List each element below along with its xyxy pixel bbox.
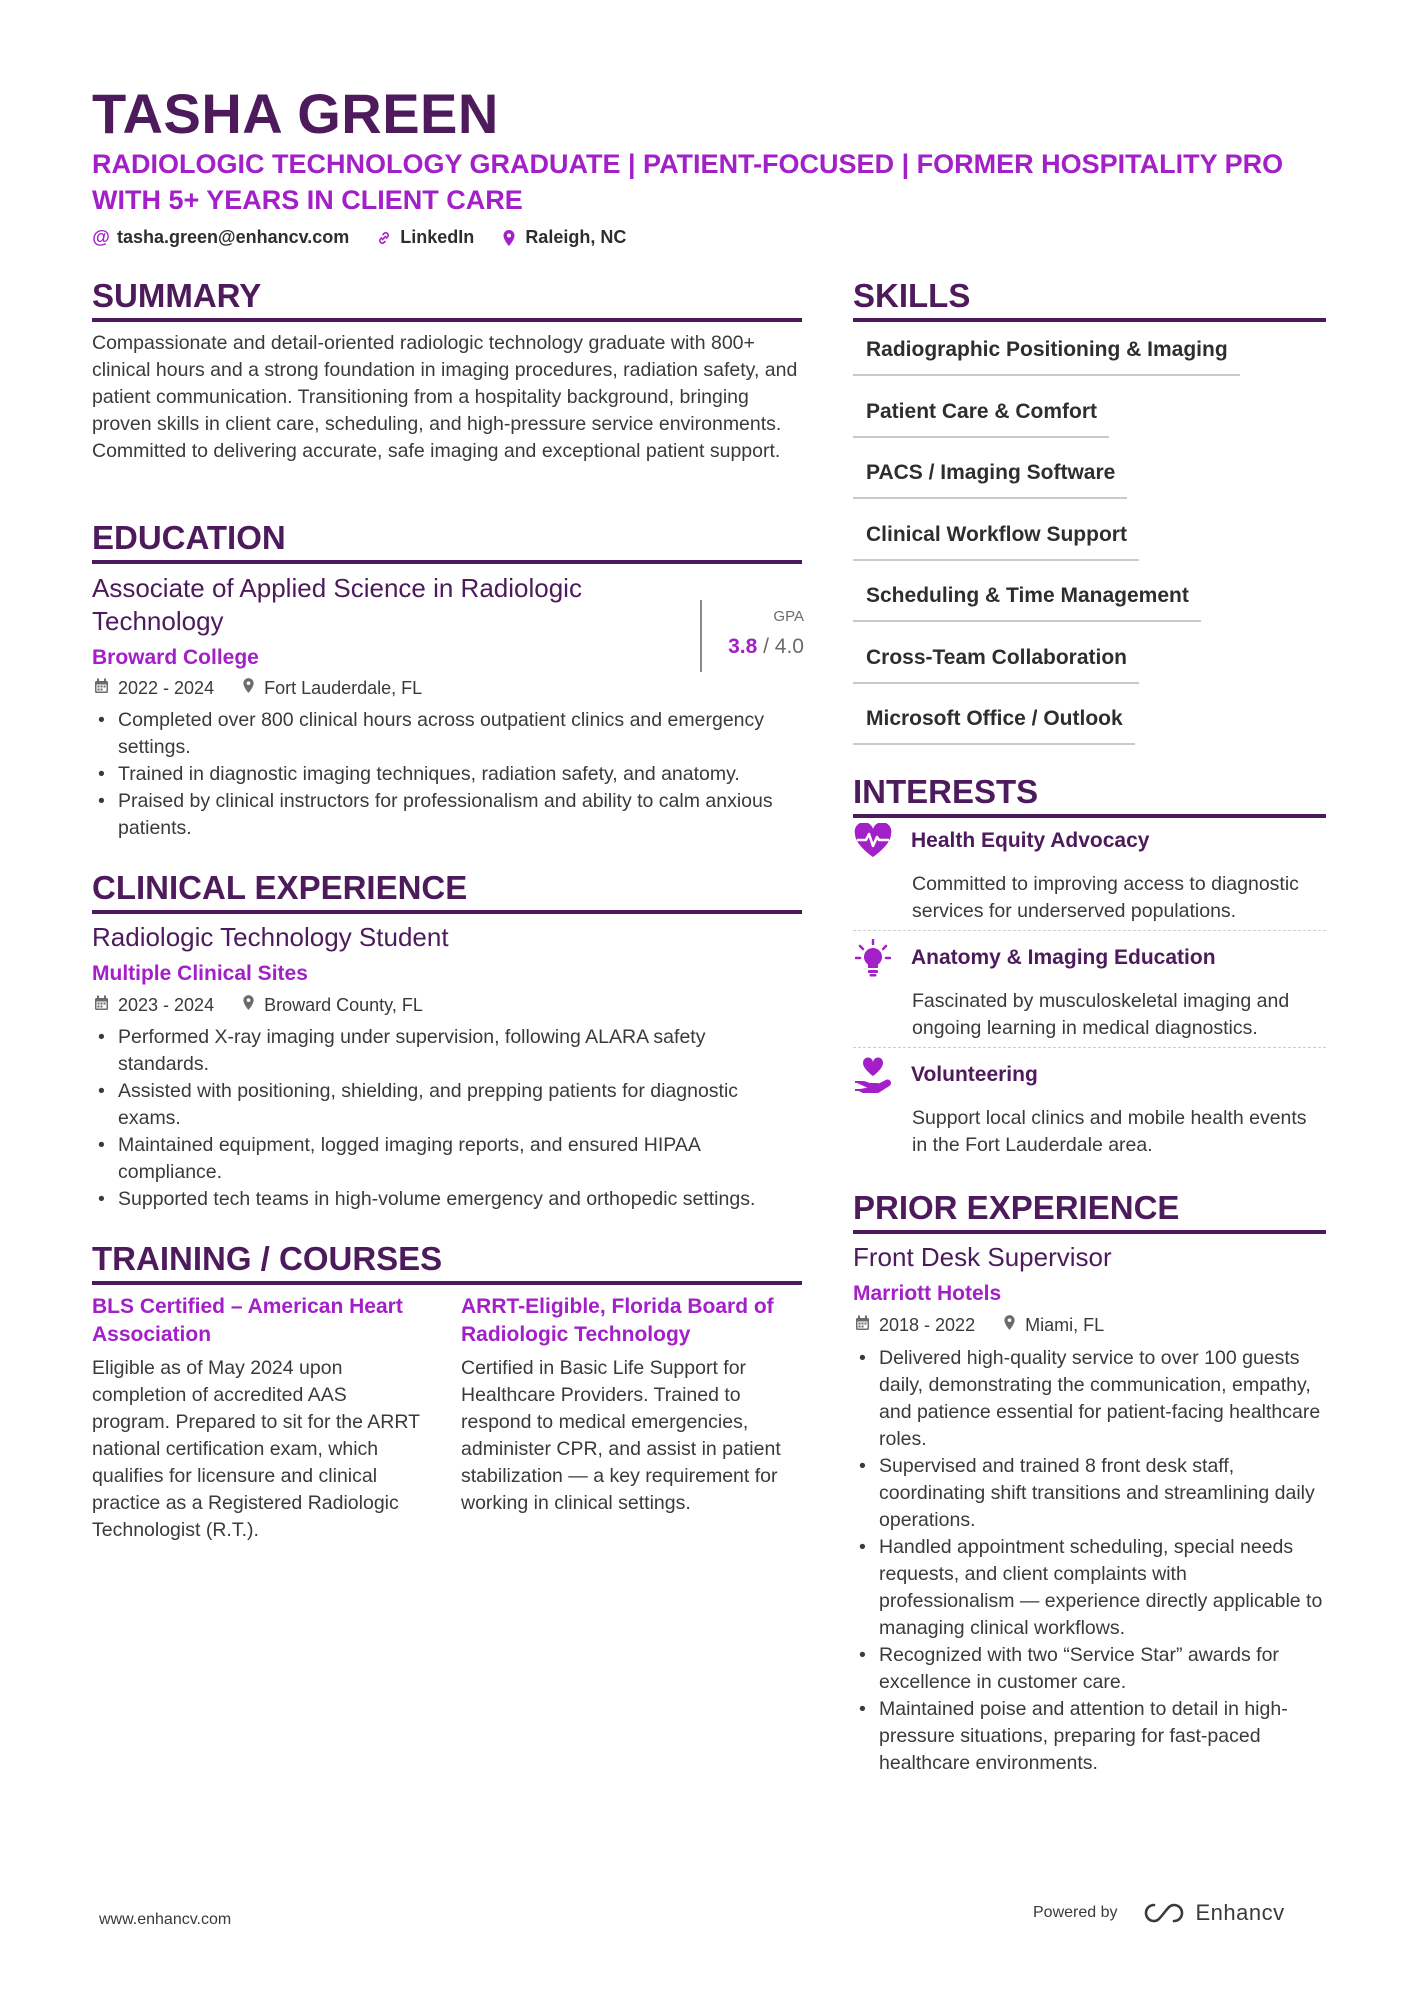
calendar-icon bbox=[94, 678, 109, 699]
gpa-value bbox=[702, 635, 804, 659]
lightbulb-icon bbox=[853, 938, 893, 978]
interest-item bbox=[853, 821, 1326, 925]
education-location-text: Fort Lauderdale, FL bbox=[264, 677, 423, 698]
clinical-dates bbox=[94, 995, 214, 1016]
location-pin-icon bbox=[500, 229, 518, 247]
degree-title: Associate of Applied Science in Radiologic Technology bbox=[92, 573, 582, 636]
course-title: ARRT-Eligible, Florida Board of Radiologic Technology bbox=[461, 1295, 774, 1346]
education-bullets bbox=[94, 707, 800, 842]
school-name: Broward College bbox=[92, 646, 259, 669]
contact-bar bbox=[92, 227, 626, 248]
education-dates bbox=[94, 678, 214, 699]
prior-location bbox=[1003, 1314, 1104, 1336]
skill-tag: Clinical Workflow Support bbox=[853, 521, 1139, 561]
prior-meta bbox=[855, 1314, 1104, 1336]
interest-description: Committed to improving access to diagnostic services for underserved populations. bbox=[912, 873, 1299, 922]
list-item: • Supervised and trained 8 front desk staff, coordinating shift transitions and streamlining daily operations. bbox=[855, 1453, 1326, 1534]
skill-tag: Microsoft Office / Outlook bbox=[853, 705, 1135, 745]
training-heading: TRAINING / COURSES bbox=[92, 1239, 802, 1285]
hand-heart-icon bbox=[853, 1055, 893, 1095]
footer-brand bbox=[1033, 1900, 1285, 1926]
calendar-icon bbox=[855, 1315, 870, 1336]
list-item: • Supported tech teams in high-volume emergency and orthopedic settings. bbox=[94, 1186, 800, 1213]
clinical-meta bbox=[94, 994, 423, 1016]
linkedin-text: LinkedIn bbox=[400, 227, 475, 247]
list-item: • Assisted with positioning, shielding, and prepping patients for diagnostic exams. bbox=[94, 1078, 800, 1132]
education-meta bbox=[94, 677, 422, 699]
summary-heading: SUMMARY bbox=[92, 276, 802, 322]
clinical-org: Multiple Clinical Sites bbox=[92, 962, 308, 985]
list-item: • Trained in diagnostic imaging techniques, radiation safety, and anatomy. bbox=[94, 761, 800, 788]
education-location bbox=[242, 677, 422, 699]
course-description: Eligible as of May 2024 upon completion of accredited AAS program. Prepared to sit for the ARRT national certification exam, which qualifies for licensure and clinical practice as a Registered Radiologic Technologist (R.T.). bbox=[92, 1357, 420, 1541]
prior-dates bbox=[855, 1315, 975, 1336]
location-pin-icon bbox=[242, 677, 255, 699]
gpa-score: 3.8 bbox=[728, 635, 758, 658]
interests-heading: INTERESTS bbox=[853, 772, 1326, 818]
heartbeat-icon bbox=[853, 821, 893, 861]
list-item: • Handled appointment scheduling, special needs requests, and client complaints with professionalism — experience directly applicable to managing clinical workflows. bbox=[855, 1534, 1326, 1642]
clinical-role: Radiologic Technology Student bbox=[92, 922, 449, 952]
interest-item bbox=[853, 1055, 1326, 1159]
prior-heading: PRIOR EXPERIENCE bbox=[853, 1188, 1326, 1234]
list-item: • Delivered high-quality service to over 100 guests daily, demonstrating the communication, empathy, and patience essential for patient-facing healthcare roles. bbox=[855, 1345, 1326, 1453]
gpa-max: / 4.0 bbox=[763, 635, 804, 658]
location-pin-icon bbox=[1003, 1314, 1016, 1336]
course-card bbox=[92, 1293, 427, 1544]
list-item: • Maintained equipment, logged imaging reports, and ensured HIPAA compliance. bbox=[94, 1132, 800, 1186]
clinical-bullets bbox=[94, 1024, 800, 1213]
interest-item bbox=[853, 938, 1326, 1042]
course-card bbox=[461, 1293, 796, 1517]
course-title: BLS Certified – American Heart Association bbox=[92, 1295, 403, 1346]
skill-tag: Patient Care & Comfort bbox=[853, 398, 1109, 438]
enhancv-logo-icon bbox=[1142, 1901, 1188, 1925]
brand-name: Enhancv bbox=[1195, 1900, 1285, 1925]
calendar-icon bbox=[94, 995, 109, 1016]
interest-description: Support local clinics and mobile health events in the Fort Lauderdale area. bbox=[912, 1107, 1307, 1156]
interest-description: Fascinated by musculoskeletal imaging and ongoing learning in medical diagnostics. bbox=[912, 990, 1290, 1039]
location-text: Raleigh, NC bbox=[525, 227, 627, 247]
divider bbox=[853, 930, 1326, 931]
interest-title: Anatomy & Imaging Education bbox=[911, 946, 1216, 969]
prior-org: Marriott Hotels bbox=[853, 1282, 1002, 1305]
skill-tag: Scheduling & Time Management bbox=[853, 582, 1201, 622]
prior-bullets bbox=[855, 1345, 1326, 1777]
contact-location bbox=[500, 227, 626, 248]
powered-by-text: Powered by bbox=[1033, 1904, 1118, 1921]
candidate-name: TASHA GREEN bbox=[92, 82, 499, 145]
contact-email[interactable] bbox=[92, 227, 349, 248]
enhancv-logo[interactable] bbox=[1142, 1900, 1285, 1926]
list-item: • Completed over 800 clinical hours across outpatient clinics and emergency settings. bbox=[94, 707, 800, 761]
list-item: • Maintained poise and attention to detail in high-pressure situations, preparing for fast-paced healthcare environments. bbox=[855, 1696, 1326, 1777]
list-item: • Recognized with two “Service Star” awards for excellence in customer care. bbox=[855, 1642, 1326, 1696]
at-icon: @ bbox=[92, 227, 110, 247]
footer-website[interactable]: www.enhancv.com bbox=[99, 1911, 232, 1928]
skills-heading: SKILLS bbox=[853, 276, 1326, 322]
interest-title: Volunteering bbox=[911, 1063, 1038, 1086]
list-item: • Praised by clinical instructors for professionalism and ability to calm anxious patients. bbox=[94, 788, 800, 842]
skill-tag: Radiographic Positioning & Imaging bbox=[853, 336, 1240, 376]
location-pin-icon bbox=[242, 994, 255, 1016]
prior-dates-text: 2018 - 2022 bbox=[879, 1314, 976, 1335]
clinical-dates-text: 2023 - 2024 bbox=[118, 994, 215, 1015]
skill-tag: Cross-Team Collaboration bbox=[853, 644, 1139, 684]
interest-title: Health Equity Advocacy bbox=[911, 829, 1150, 852]
gpa-box bbox=[700, 600, 804, 672]
summary-text: Compassionate and detail-oriented radiologic technology graduate with 800+ clinical hours and a strong foundation in imaging procedures, radiation safety, and patient communication. Transitioning from a hospitality background, bringing proven skills in client care, scheduling, and high-pressure service environments. Committed to delivering accurate, safe imaging and exceptional patient support. bbox=[92, 332, 798, 462]
candidate-headline: RADIOLOGIC TECHNOLOGY GRADUATE | PATIENT-FOCUSED | FORMER HOSPITALITY PRO WITH 5+ YEARS IN CLIENT CARE bbox=[92, 149, 1284, 215]
clinical-location bbox=[242, 994, 423, 1016]
prior-role: Front Desk Supervisor bbox=[853, 1242, 1112, 1272]
skill-tag: PACS / Imaging Software bbox=[853, 459, 1127, 499]
education-heading: EDUCATION bbox=[92, 518, 802, 564]
link-icon bbox=[375, 230, 393, 246]
divider bbox=[853, 1047, 1326, 1048]
gpa-label: GPA bbox=[773, 608, 804, 625]
contact-linkedin[interactable] bbox=[375, 227, 474, 248]
clinical-location-text: Broward County, FL bbox=[264, 994, 423, 1015]
email-text: tasha.green@enhancv.com bbox=[117, 227, 350, 247]
prior-location-text: Miami, FL bbox=[1025, 1314, 1105, 1335]
course-description: Certified in Basic Life Support for Healthcare Providers. Trained to respond to medical emergencies, administer CPR, and assist in patient stabilization — a key requirement for working in clinical settings. bbox=[461, 1357, 781, 1514]
clinical-heading: CLINICAL EXPERIENCE bbox=[92, 868, 802, 914]
education-dates-text: 2022 - 2024 bbox=[118, 677, 215, 698]
list-item: • Performed X-ray imaging under supervision, following ALARA safety standards. bbox=[94, 1024, 800, 1078]
